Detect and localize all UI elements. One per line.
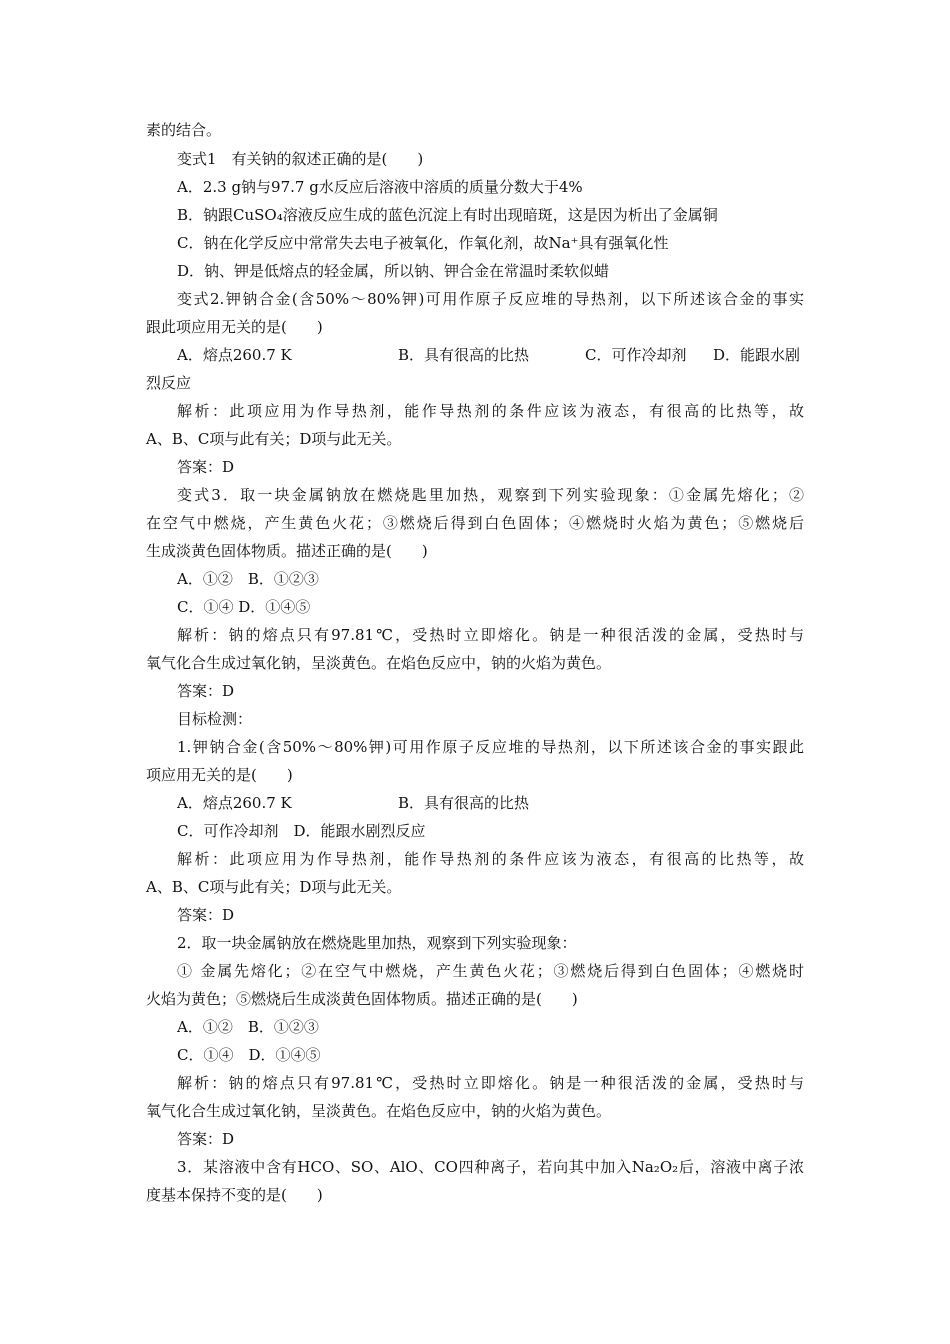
text-line: 氧气化合生成过氧化钠，呈淡黄色。在焰色反应中，钠的火焰为黄色。 xyxy=(146,1102,612,1120)
text-line: 项应用无关的是( ) xyxy=(146,766,293,784)
option-c: C．可作冷却剂 xyxy=(585,346,687,364)
option-line xyxy=(177,345,292,365)
text-line: 素的结合。 xyxy=(146,121,222,139)
question-line: 2．取一块金属钠放在燃烧匙里加热，观察到下列实验现象： xyxy=(177,934,577,952)
analysis-line: 解析：钠的熔点只有97.81℃，受热时立即熔化。钠是一种很活泼的金属，受热时与 xyxy=(177,1074,804,1092)
option-b: B．具有很高的比热 xyxy=(398,346,530,364)
option-b: B．具有很高的比热 xyxy=(398,794,530,812)
exercise-heading: 变式2.钾钠合金(含50%～80%钾)可用作原子反应堆的导热剂，以下所述该合金的事实 xyxy=(177,290,804,308)
text-line: A、B、C项与此有关；D项与此无关。 xyxy=(146,878,402,896)
option-line: C．①④ D．①④⑤ xyxy=(177,598,311,616)
option-d: D．能跟水剧 xyxy=(713,346,801,364)
question-line: 1.钾钠合金(含50%～80%钾)可用作原子反应堆的导热剂，以下所述该合金的事实跟此 xyxy=(177,738,804,756)
text-line: 度基本保持不变的是( ) xyxy=(146,1186,323,1204)
option-line: C．钠在化学反应中常常失去电子被氧化，作氧化剂，故Na⁺具有强氧化性 xyxy=(177,234,669,252)
option-a: A．熔点260.7 K xyxy=(177,346,292,364)
text-line: A、B、C项与此有关；D项与此无关。 xyxy=(146,430,402,448)
answer-line: 答案：D xyxy=(177,682,235,700)
answer-line: 答案：D xyxy=(177,1130,235,1148)
option-a: A．熔点260.7 K xyxy=(177,794,292,812)
analysis-line: 解析：钠的熔点只有97.81℃，受热时立即熔化。钠是一种很活泼的金属，受热时与 xyxy=(177,626,804,644)
option-line: C．可作冷却剂 D．能跟水剧烈反应 xyxy=(177,822,426,840)
option-line: A．2.3 g钠与97.7 g水反应后溶液中溶质的质量分数大于4% xyxy=(177,178,583,196)
text-line: 氧气化合生成过氧化钠，呈淡黄色。在焰色反应中，钠的火焰为黄色。 xyxy=(146,654,612,672)
option-line: A．①② B．①②③ xyxy=(177,570,319,588)
text-line: 生成淡黄色固体物质。描述正确的是( ) xyxy=(146,542,428,560)
analysis-line: 解析：此项应用为作导热剂，能作导热剂的条件应该为液态，有很高的比热等，故 xyxy=(177,850,804,868)
text-line: 在空气中燃烧，产生黄色火花；③燃烧后得到白色固体；④燃烧时火焰为黄色；⑤燃烧后 xyxy=(146,514,804,532)
option-line: A．①② B．①②③ xyxy=(177,1018,319,1036)
exercise-heading: 变式3．取一块金属钠放在燃烧匙里加热，观察到下列实验现象：①金属先熔化；② xyxy=(177,486,804,504)
exercise-heading: 变式1 有关钠的叙述正确的是( ) xyxy=(177,150,424,168)
question-line: 3．某溶液中含有HCO、SO、AlO、CO四种离子，若向其中加入Na₂O₂后，溶液中离子浓 xyxy=(177,1158,804,1176)
answer-line: 答案：D xyxy=(177,906,235,924)
text-line: ① 金属先熔化；②在空气中燃烧，产生黄色火花；③燃烧后得到白色固体；④燃烧时 xyxy=(177,962,804,980)
text-line: 火焰为黄色；⑤燃烧后生成淡黄色固体物质。描述正确的是( ) xyxy=(146,990,578,1008)
option-line: B．钠跟CuSO₄溶液反应生成的蓝色沉淀上有时出现暗斑，这是因为析出了金属铜 xyxy=(177,206,718,224)
option-line: D．钠、钾是低熔点的轻金属，所以钠、钾合金在常温时柔软似蜡 xyxy=(177,262,610,280)
answer-line: 答案：D xyxy=(177,458,235,476)
text-line: 跟此项应用无关的是( ) xyxy=(146,318,323,336)
text-line: 烈反应 xyxy=(146,374,192,392)
option-line: C．①④ D．①④⑤ xyxy=(177,1046,321,1064)
analysis-line: 解析：此项应用为作导热剂，能作导热剂的条件应该为液态，有很高的比热等，故 xyxy=(177,402,804,420)
section-heading: 目标检测： xyxy=(177,710,253,728)
